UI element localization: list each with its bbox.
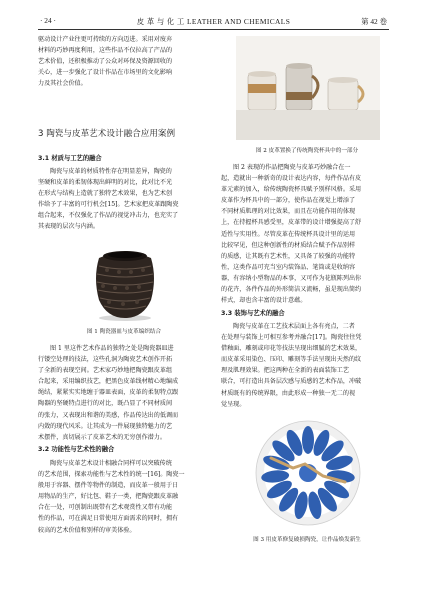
header-rule (38, 29, 389, 30)
subsection-3-3: 3.3 装饰与艺术的融合 (221, 310, 285, 317)
figure-1-caption: 图 1 陶瓷器皿与皮革编织结合 (86, 329, 162, 335)
journal-title: 皮 革 与 化 工 LEATHER AND CHEMICALS (136, 17, 291, 26)
paragraph-function-art: 陶瓷与皮革艺术设计相融合同样可以突破传统 的艺术范围，探索功能性与艺术性的统一[16]。陶瓷一 般用于容器、摆件等物件的制造，而皮革一般用于日 用物品的生产，好比包、鞋子一类，把陶瓷跟皮革融 合在一处，可创制出既带有艺术观赏性又带有功能 性的作品，可在满足日常使用方面需求的同时，拥有 较高的艺术价值和别样的审美体验。 (38, 460, 185, 534)
subsection-3-2: 3.2 功能性与艺术性的融合 (38, 446, 115, 453)
paragraph-fig2-description: 图 2 表现的作品把陶瓷与皮革巧妙融合在一 起，造就出一种新奇的设计表达内容，每件作品有皮 革元素的加入，给传统陶瓷杯具赋予别样风格。采用 皮革作为杯具中的一部分，使作品在视觉上增添了 不同材质肌理的对比效果，而且在功能作用的体现 上，在持握杯具感受里，皮革带的设计增强提高了舒 适性与实用性。尽管皮革在传统杯具设计里的运用 比较罕见，但这种创新性的材质结合赋予作品别样 的质感，让其既有艺术性，又具备了较强的功能特 性，这类作品可充当室内装饰品、笔筒或是收纳容 器，有容纳小型物品的本事，又可作为花瓶陈列出你 的花卉，各件作品的外形简洁又流畅，虽是现出简约 样式，却也含丰富的设计意蕴。 (221, 164, 362, 305)
paragraph-fig1-description: 图 1 里这件艺术作品的独特之处是陶瓷器皿进 行镂空处理的技法，这些孔洞为陶瓷艺术创作开拓 了全新的表现空间。艺术家巧妙地把陶瓷跟皮革组 合起来，采用编织技艺，把黑色皮革线材精心地编成 绳结，紧紧实实地缠于器皿表面，皮革的柔韧特点跟 陶器的坚硬特点进行的对比，既凸显了不同材质间 的张力，又表现出和谐的美感，作品传达出的低调而 内敛的现代风采。让其成为一件展现独特魅力的艺 术摆件，真切展示了皮革艺术的无穷创作潜力。 (38, 345, 179, 441)
paragraph-materials: 陶瓷与皮革的材质特性存在明显差异，陶瓷的 坚硬和皮革的柔韧体现出鲜明的对比，此对比不光 在形式与结构上造就了独特艺术效果，也为艺术创 作给予了丰富的可行机会[15]。艺术家把皮革跟陶瓷 组合起来，不仅强化了作品的视觉冲击力，也充实了 其表现的层次与内涵。 (38, 168, 179, 231)
volume-label: 第 42 卷 (361, 17, 387, 26)
figure-3-plate-image (253, 418, 363, 528)
subsection-3-1: 3.1 材质与工艺的融合 (38, 155, 102, 162)
running-header (40, 16, 387, 28)
figure-2-cups-image (236, 36, 380, 140)
paragraph-decoration: 陶瓷与皮革在工艺技术层面上各有亮点，二者 在处理与装饰上可相互参考并融合[17]。陶瓷往往凭 借釉面、雕刻或印花等技法呈现出细腻的艺术效果， 而皮革采用染色、压印、雕刻等手法呈现出天然的纹 理及肌理效果。把这两种在全新的表面装饰工艺 联合，可打造出具备层次感与质感的艺术作品，冲破 材质既有的传统界限，由此形成一种独一无二的视 觉呈现。 (221, 323, 362, 408)
figure-3-caption: 图 3 用皮革修复破损陶瓷，让作品焕发新生 (253, 537, 361, 543)
section-3-title: 3 陶瓷与皮革艺术设计融合应用案例 (38, 129, 176, 139)
intro-paragraph: 驱动设计产业往更可持续的方向迈进。采用对废弃 材料的巧妙再度利用，这些作品不仅拉高了产品的 艺术价值，还积极推动了公众对环保及资源回收的 关心，进一步强化了设计作品在市场里的文化影响 力及其社会价值。 (38, 36, 173, 88)
page-number: · 24 · (40, 16, 57, 25)
figure-1-woven-vessel-image (85, 238, 165, 322)
figure-2-caption: 图 2 皮革置换了传统陶瓷杯具中的一部分 (255, 148, 359, 154)
